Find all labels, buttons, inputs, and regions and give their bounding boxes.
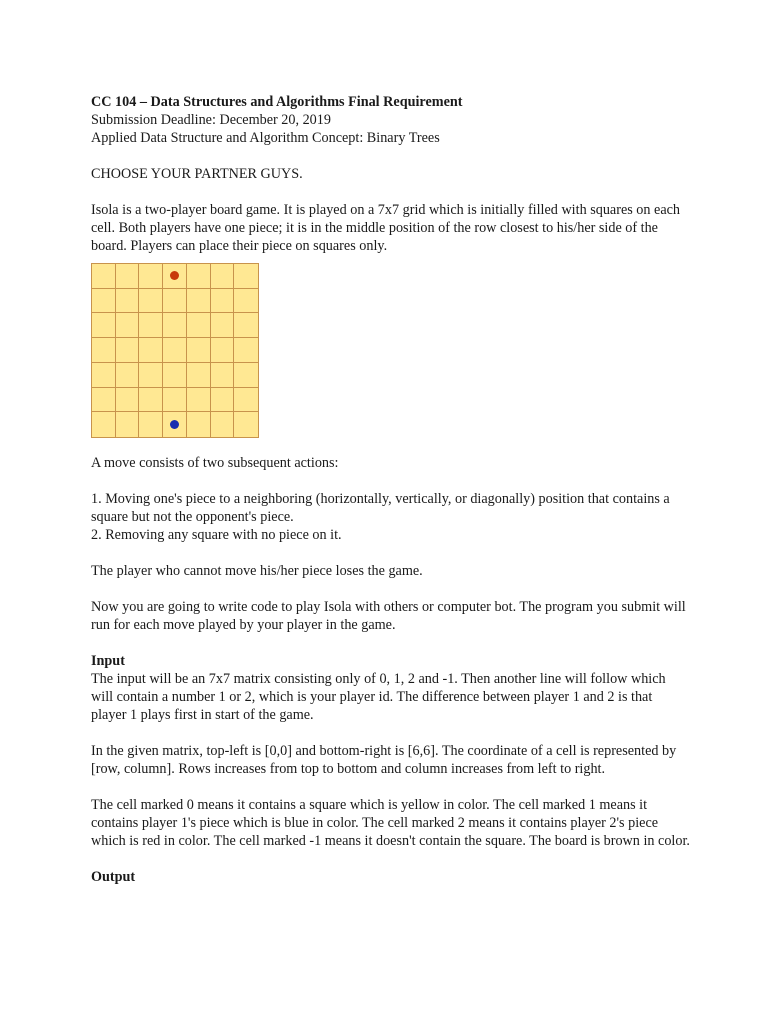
board-cell xyxy=(187,289,211,314)
board-cell xyxy=(187,363,211,388)
board-cell xyxy=(92,363,116,388)
board-cell xyxy=(211,313,235,338)
move-intro: A move consists of two subsequent actions: xyxy=(91,455,339,471)
red-piece xyxy=(170,271,179,280)
board-cell xyxy=(116,313,140,338)
board-cell xyxy=(187,313,211,338)
task-description: Now you are going to write code to play Isola with others or computer bot. The program you submit will run for each move played by your player in the game. xyxy=(91,599,686,633)
board-cell xyxy=(92,388,116,413)
board-cell xyxy=(116,338,140,363)
board-cell xyxy=(163,388,187,413)
board-cell xyxy=(139,388,163,413)
document-title: CC 104 – Data Structures and Algorithms Final Requirement xyxy=(91,94,463,110)
board-cell xyxy=(92,289,116,314)
board-cell xyxy=(234,264,258,289)
board-cell xyxy=(211,412,235,437)
board-cell xyxy=(211,289,235,314)
board-cell xyxy=(139,338,163,363)
board-cell xyxy=(234,313,258,338)
board-cell xyxy=(163,289,187,314)
board-cell xyxy=(187,264,211,289)
board-cell xyxy=(234,363,258,388)
board-cell xyxy=(163,264,187,289)
board-cell xyxy=(187,338,211,363)
move-step-2: 2. Removing any square with no piece on it. xyxy=(91,527,342,543)
board-cell xyxy=(92,264,116,289)
board-cell xyxy=(116,388,140,413)
board-cell xyxy=(163,363,187,388)
board-cell xyxy=(92,313,116,338)
input-paragraph-3: The cell marked 0 means it contains a square which is yellow in color. The cell marked 1 means it contains player 1's piece which is blue in color. The cell marked 2 means it contains player 2's piece which is red in color. The cell marked -1 means it doesn't contain the square. The board is brown in color. xyxy=(91,797,690,849)
game-description: Isola is a two-player board game. It is played on a 7x7 grid which is initially filled with squares on each cell. Both players have one piece; it is in the middle position of the row closest to his/her side of the board. Players can place their piece on squares only. xyxy=(91,202,681,254)
blue-piece xyxy=(170,420,179,429)
board-cell xyxy=(139,363,163,388)
board-cell xyxy=(92,412,116,437)
board-cell xyxy=(139,289,163,314)
board-cell xyxy=(234,388,258,413)
board-cell xyxy=(116,289,140,314)
partner-notice: CHOOSE YOUR PARTNER GUYS. xyxy=(91,166,303,182)
input-paragraph-1: The input will be an 7x7 matrix consisting only of 0, 1, 2 and -1. Then another line will follow which will contain a number 1 or 2, which is your player id. The difference between player 1 and 2 is that player 1 plays first in start of the game. xyxy=(91,671,666,723)
board-cell xyxy=(163,313,187,338)
output-heading: Output xyxy=(91,869,136,885)
board-cell xyxy=(139,313,163,338)
board-cell xyxy=(163,338,187,363)
board-cell xyxy=(92,338,116,363)
board-cell xyxy=(139,412,163,437)
document-page xyxy=(91,93,691,886)
board-cell xyxy=(234,412,258,437)
board-cell xyxy=(211,264,235,289)
board-cell xyxy=(163,412,187,437)
input-heading: Input xyxy=(91,653,125,669)
board-cell xyxy=(187,388,211,413)
isola-board xyxy=(91,263,259,438)
input-paragraph-2: In the given matrix, top-left is [0,0] and bottom-right is [6,6]. The coordinate of a cell is represented by [row, column]. Rows increases from top to bottom and column increases from left to right. xyxy=(91,743,677,777)
board-cell xyxy=(234,289,258,314)
board-cell xyxy=(187,412,211,437)
move-step-1: 1. Moving one's piece to a neighboring (horizontally, vertically, or diagonally) position that contains a square but not the opponent's piece. xyxy=(91,491,670,525)
board-cell xyxy=(211,338,235,363)
board-cell xyxy=(116,264,140,289)
board-cell xyxy=(211,363,235,388)
board-cell xyxy=(139,264,163,289)
lose-condition: The player who cannot move his/her piece loses the game. xyxy=(91,563,423,579)
board-cell xyxy=(211,388,235,413)
submission-deadline: Submission Deadline: December 20, 2019 xyxy=(91,112,331,128)
board-cell xyxy=(234,338,258,363)
board-cell xyxy=(116,363,140,388)
applied-concept: Applied Data Structure and Algorithm Concept: Binary Trees xyxy=(91,130,440,146)
board-cell xyxy=(116,412,140,437)
